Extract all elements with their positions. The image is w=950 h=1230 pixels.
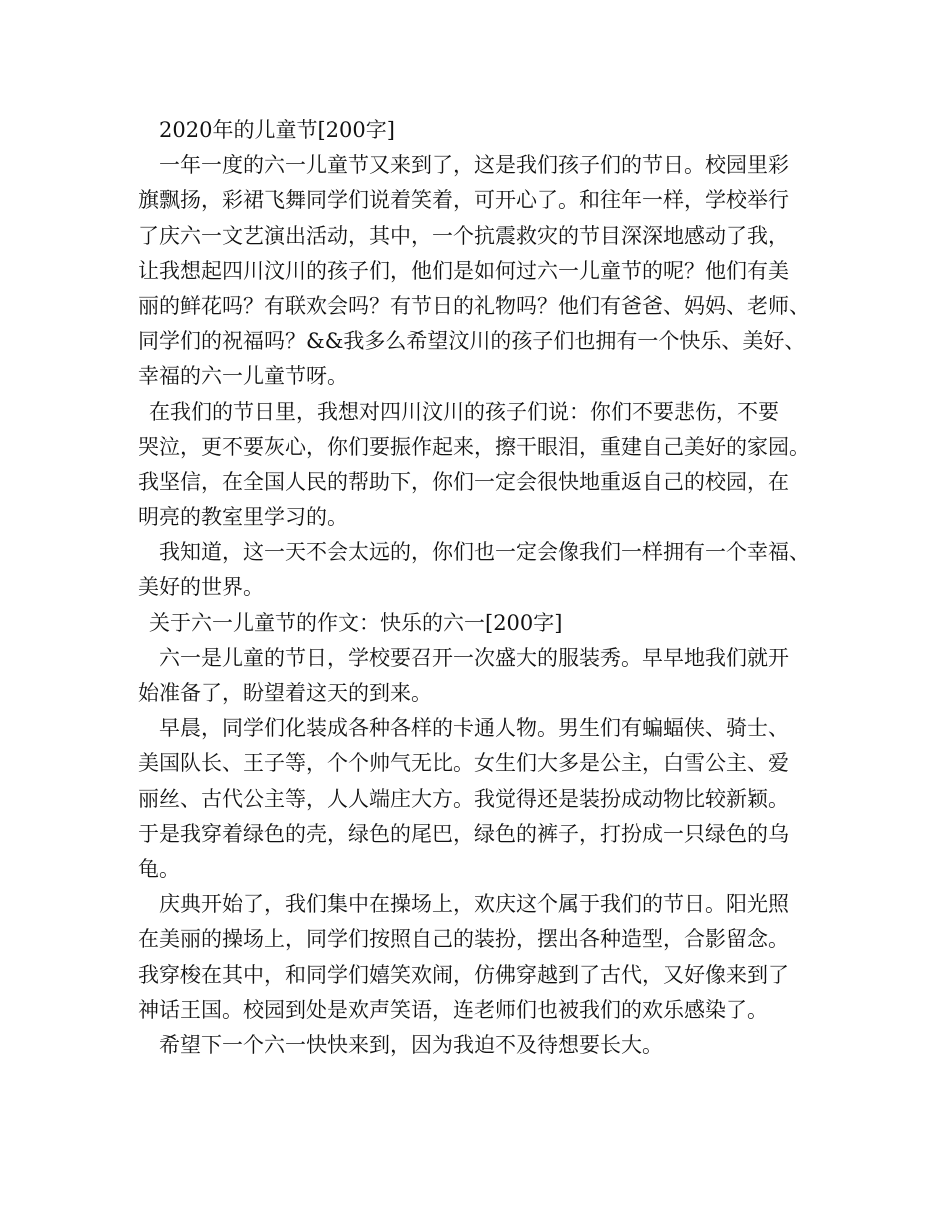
paragraph-line: 庆典开始了，我们集中在操场上，欢庆这个属于我们的节日。阳光照 [159,892,789,917]
paragraph-line: 于是我穿着绿色的壳，绿色的尾巴，绿色的裤子，打扮成一只绿色的乌 [138,821,789,846]
paragraph-line: 一年一度的六一儿童节又来到了，这是我们孩子们的节日。校园里彩 [159,153,789,178]
paragraph-line: 在美丽的操场上，同学们按照自己的装扮，摆出各种造型，合影留念。 [138,927,789,952]
paragraph-line: 美好的世界。 [138,575,264,600]
paragraph-line: 我坚信，在全国人民的帮助下，你们一定会很快地重返自己的校园，在 [138,469,789,494]
paragraph-line: 美国队长、王子等，个个帅气无比。女生们大多是公主，白雪公主、爱 [138,751,789,776]
paragraph-line: 在我们的节日里，我想对四川汶川的孩子们说：你们不要悲伤，不要 [149,399,779,424]
paragraph-line: 哭泣，更不要灰心，你们要振作起来，擦干眼泪，重建自己美好的家园。 [138,434,810,459]
essay-title-1: 2020年的儿童节[200字] [159,118,395,142]
paragraph-line: 神话王国。校园到处是欢声笑语，连老师们也被我们的欢乐感染了。 [138,997,768,1022]
paragraph-line: 始准备了，盼望着这天的到来。 [138,681,432,705]
document-body [138,113,838,1063]
paragraph-line: 我穿梭在其中，和同学们嬉笑欢闹，仿佛穿越到了古代，又好像来到了 [138,962,789,987]
paragraph-line: 了庆六一文艺演出活动，其中，一个抗震救灾的节目深深地感动了我， [138,223,789,248]
paragraph-line: 早晨，同学们化装成各种各样的卡通人物。男生们有蝙蝠侠、骑士、 [159,716,789,741]
essay-title-2: 关于六一儿童节的作文：快乐的六一[200字] [149,610,563,635]
paragraph-line: 明亮的教室里学习的。 [138,505,348,530]
paragraph-line: 丽的鲜花吗？有联欢会吗？有节日的礼物吗？他们有爸爸、妈妈、老师、 [138,293,810,318]
paragraph-line: 我知道，这一天不会太远的，你们也一定会像我们一样拥有一个幸福、 [159,540,810,565]
paragraph-line: 龟。 [138,856,180,881]
paragraph-line: 让我想起四川汶川的孩子们，他们是如何过六一儿童节的呢？他们有美 [138,258,789,283]
paragraph-line: 丽丝、古代公主等，人人端庄大方。我觉得还是装扮成动物比较新颖。 [138,786,789,811]
paragraph-line: 六一是儿童的节日，学校要召开一次盛大的服装秀。早早地我们就开 [159,645,789,670]
paragraph-line: 旗飘扬，彩裙飞舞同学们说着笑着，可开心了。和往年一样，学校举行 [138,188,789,213]
paragraph-line: 幸福的六一儿童节呀。 [138,364,348,389]
paragraph-line: 希望下一个六一快快来到，因为我迫不及待想要长大。 [159,1032,663,1057]
paragraph-line: 同学们的祝福吗？&&我多么希望汶川的孩子们也拥有一个快乐、美好、 [138,329,806,354]
